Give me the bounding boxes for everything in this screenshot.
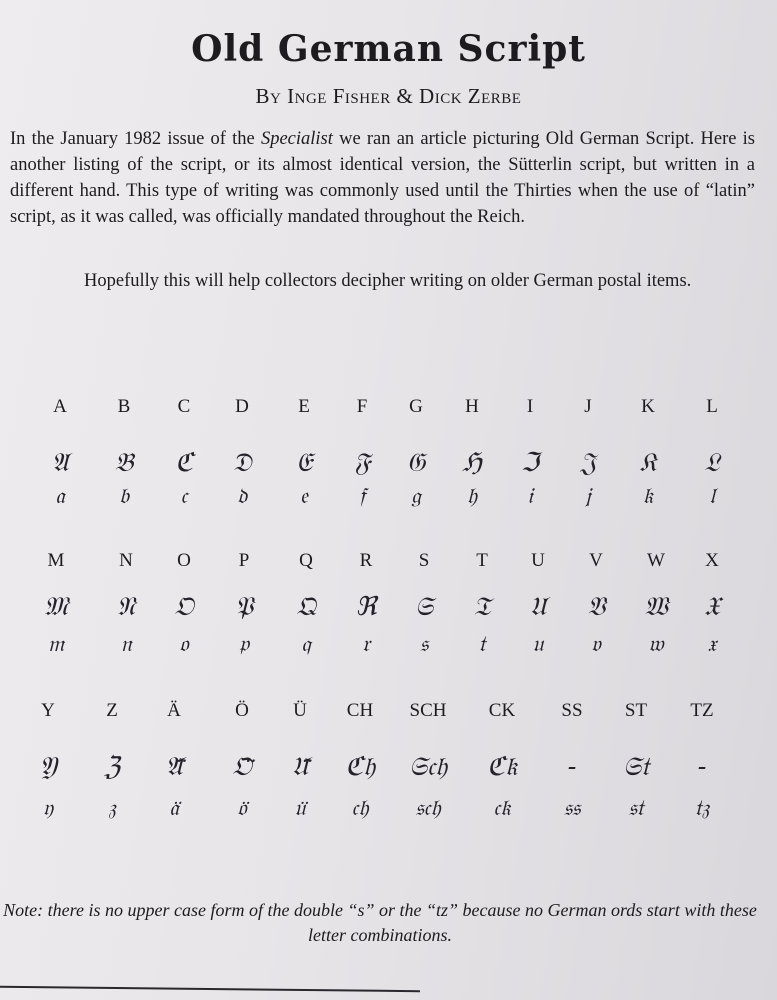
letter-label-p: P [238,550,250,571]
script-uppercase-c: ℭ [174,448,194,478]
script-uppercase-y: 𝔜 [39,752,57,782]
script-lowercase-f: 𝔣 [358,484,366,509]
letter-label-ö: Ö [235,700,249,721]
letter-label-ä: Ä [167,700,181,721]
script-uppercase-tz: - [697,752,707,782]
letter-label-c: C [177,396,191,417]
script-lowercase-b: 𝔟 [118,484,130,509]
letter-label-v: V [589,550,603,571]
row-2-upper [0,592,777,632]
script-lowercase-ch: 𝔠𝔥 [351,796,369,821]
hope-paragraph: Hopefully this will help collectors decipher writing on older German postal items. [84,271,692,291]
intro-paragraph [10,126,755,230]
script-uppercase-z: ℨ [103,752,121,782]
letter-label-ss: SS [561,700,583,721]
script-lowercase-st: 𝔰𝔱 [628,796,644,821]
row-3-upper [0,752,777,792]
letter-label-x: X [705,550,719,571]
script-lowercase-c: 𝔠 [180,484,188,509]
script-uppercase-f: 𝔉 [353,448,371,478]
script-lowercase-x: 𝔵 [707,632,717,657]
letter-label-l: L [706,396,718,417]
script-uppercase-sch: 𝔖𝔠𝔥 [408,752,448,782]
letter-label-d: D [235,396,249,417]
letter-label-b: B [117,396,131,417]
script-lowercase-tz: 𝔱𝔷 [694,796,710,821]
row-1-labels [0,396,777,436]
letter-label-tz: TZ [690,700,714,721]
script-lowercase-r: 𝔯 [362,632,370,657]
letter-label-st: ST [624,700,648,721]
letter-label-w: W [647,550,665,571]
script-uppercase-ä: 𝔄̈ [165,752,183,782]
letter-label-n: N [119,550,133,571]
script-uppercase-j: 𝔍 [580,448,596,478]
script-uppercase-l: 𝔏 [704,448,720,478]
script-lowercase-w: 𝔴 [648,632,664,657]
letter-label-h: H [465,396,479,417]
script-lowercase-q: 𝔮 [301,632,311,657]
script-lowercase-s: 𝔰 [419,632,429,657]
row-1-upper [0,448,777,488]
letter-label-g: G [409,396,423,417]
script-uppercase-p: 𝔓 [234,592,254,622]
row-1-lower [0,484,777,524]
letter-label-f: F [356,396,368,417]
script-lowercase-j: 𝔧 [585,484,591,509]
script-lowercase-v: 𝔳 [591,632,601,657]
script-uppercase-ü: 𝔘̈ [291,752,309,782]
script-uppercase-k: 𝔎 [639,448,657,478]
script-uppercase-ss: - [567,752,577,782]
script-lowercase-a: 𝔞 [55,484,65,509]
letter-label-r: R [359,550,373,571]
script-lowercase-k: 𝔨 [642,484,654,509]
bottom-rule [0,986,420,992]
script-lowercase-y: 𝔶 [42,796,54,821]
script-uppercase-i: ℑ [520,448,540,478]
script-uppercase-u: 𝔘 [529,592,547,622]
letter-label-e: E [298,396,310,417]
script-lowercase-n: 𝔫 [120,632,132,657]
script-uppercase-ck: ℭ𝔨 [486,752,518,782]
script-uppercase-x: 𝔛 [704,592,720,622]
footnote: Note: there is no upper case form of the double “s” or the “tz” because no German ords start with these letter combinations. [3,900,757,945]
script-lowercase-g: 𝔤 [411,484,421,509]
script-uppercase-s: 𝔖 [414,592,434,622]
letter-label-ch: CH [346,700,374,721]
row-2-lower [0,632,777,672]
letter-label-ck: CK [488,700,516,721]
script-lowercase-sch: 𝔰𝔠𝔥 [415,796,441,821]
script-lowercase-ö: 𝔬̈ [237,796,247,821]
script-uppercase-r: ℜ [355,592,377,622]
script-lowercase-z: 𝔷 [108,796,116,821]
byline: By Inge Fisher & Dick Zerbe [255,84,522,108]
script-uppercase-w: 𝔚 [644,592,668,622]
article-title: Old German Script [191,28,586,70]
script-lowercase-ä: 𝔞̈ [169,796,179,821]
script-lowercase-l: 𝔩 [709,484,715,509]
row-3-labels [0,700,777,740]
script-uppercase-ö: 𝔒̈ [232,752,252,782]
letter-label-m: M [47,550,65,571]
letter-label-u: U [531,550,545,571]
script-lowercase-t: 𝔱 [478,632,486,657]
letter-label-s: S [418,550,430,571]
intro-text-2: we ran an article picturing Old German Script. Here is another listing of the script, or its almost identical version, the Sütterlin script, but written in a different hand. This type of writing was commonly used until the Thirties when the use of “latin” script, as it was called, was officially mandated throughout the Reich. [10,129,756,227]
script-lowercase-ck: 𝔠𝔨 [493,796,511,821]
script-uppercase-q: 𝔔 [296,592,316,622]
script-lowercase-u: 𝔲 [532,632,544,657]
script-uppercase-g: 𝔊 [406,448,426,478]
script-lowercase-ss: 𝔰𝔰 [563,796,581,821]
script-uppercase-ch: ℭ𝔥 [344,752,376,782]
letter-label-ü: Ü [293,700,307,721]
script-uppercase-n: 𝔑 [116,592,136,622]
script-lowercase-d: 𝔡 [236,484,248,509]
intro-text-1: In the January 1982 issue of the [10,129,261,149]
specialist-title: Specialist [260,129,333,149]
letter-label-y: Y [41,700,55,721]
script-uppercase-e: 𝔈 [296,448,312,478]
script-uppercase-b: 𝔅 [114,448,134,478]
script-uppercase-st: 𝔖𝔱 [622,752,650,782]
script-lowercase-e: 𝔢 [299,484,309,509]
script-lowercase-i: 𝔦 [527,484,533,509]
script-lowercase-h: 𝔥 [466,484,478,509]
letter-label-o: O [177,550,191,571]
letter-label-i: I [526,396,534,417]
script-lowercase-ü: 𝔲̈ [294,796,306,821]
script-lowercase-m: 𝔪 [47,632,65,657]
letter-label-q: Q [299,550,313,571]
letter-label-j: J [584,396,592,417]
row-2-labels [0,550,777,590]
script-uppercase-v: 𝔙 [586,592,606,622]
script-uppercase-t: 𝔗 [473,592,491,622]
letter-label-k: K [641,396,655,417]
script-lowercase-p: 𝔭 [239,632,249,657]
letter-label-a: A [53,396,67,417]
row-3-lower [0,796,777,836]
letter-label-t: T [476,550,488,571]
script-uppercase-h: ℌ [462,448,482,478]
script-uppercase-m: 𝔐 [44,592,68,622]
script-lowercase-o: 𝔬 [179,632,189,657]
letter-label-sch: SCH [409,700,447,721]
letter-label-z: Z [106,700,118,721]
script-uppercase-o: 𝔒 [174,592,194,622]
script-uppercase-a: 𝔄 [51,448,69,478]
script-uppercase-d: 𝔇 [232,448,252,478]
